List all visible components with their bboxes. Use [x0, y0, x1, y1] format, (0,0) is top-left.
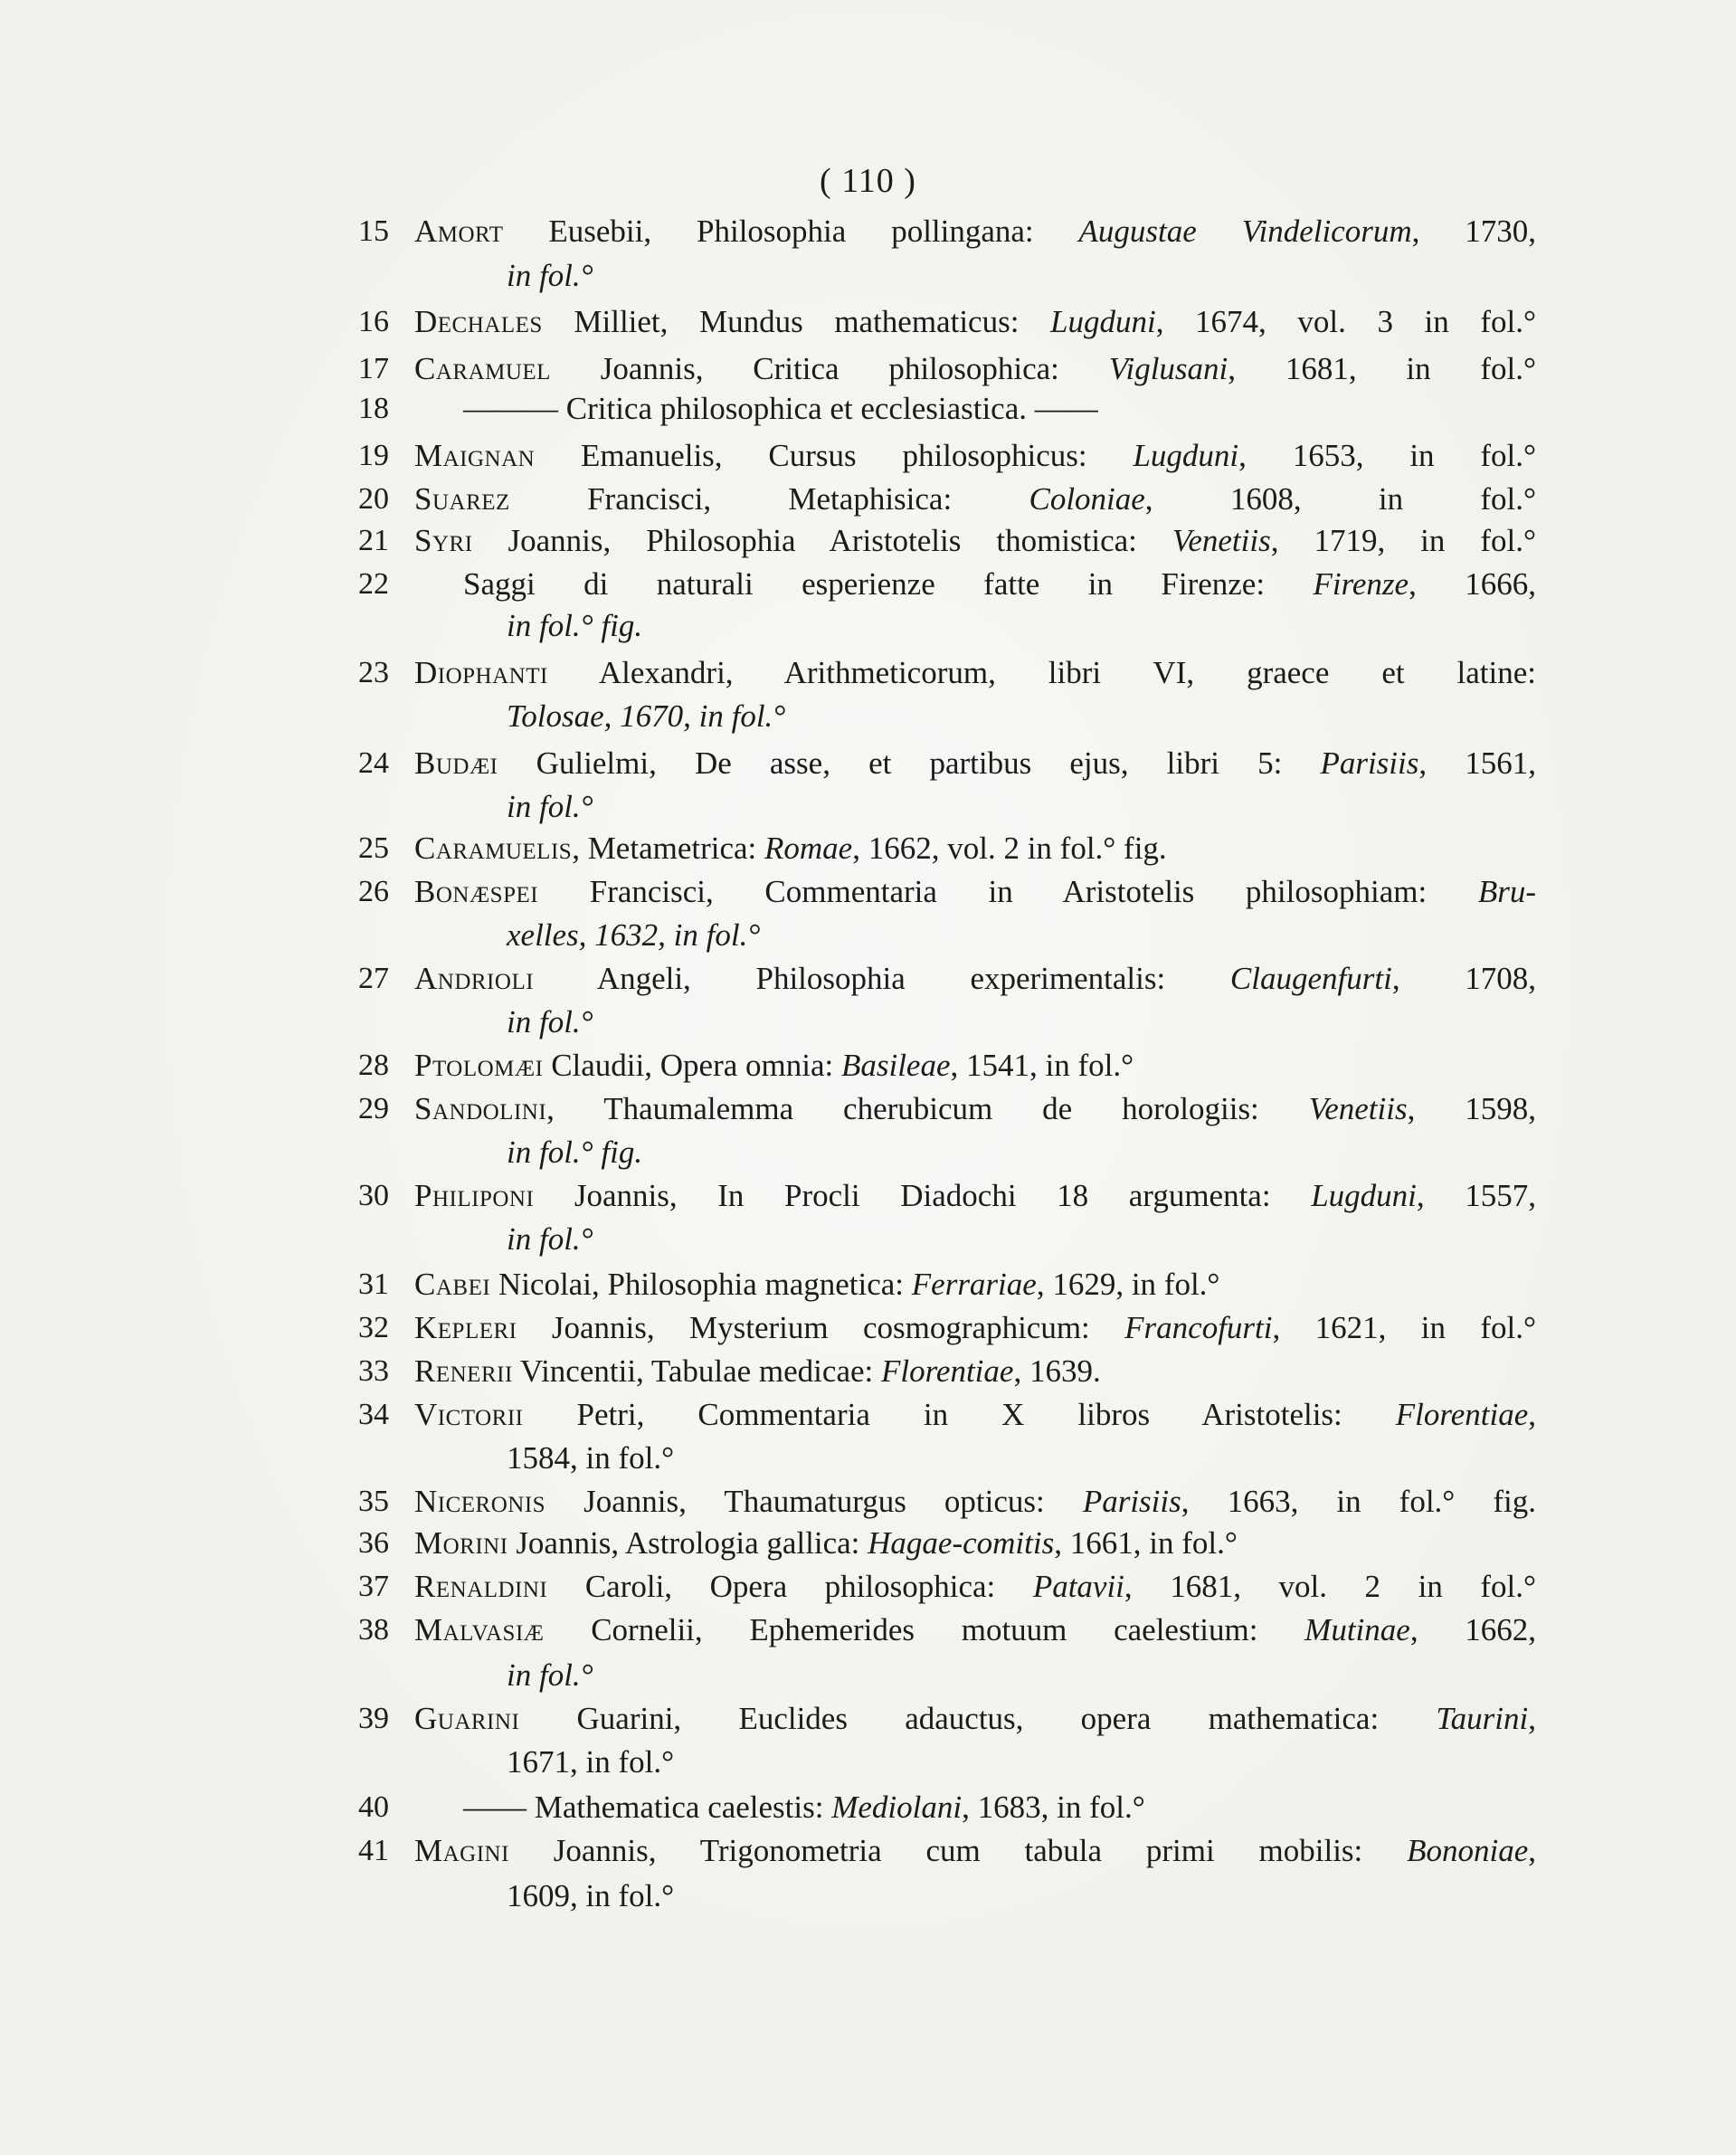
entry-imprint: , 1629, in fol.° — [1036, 1267, 1220, 1302]
entry-number: 33 — [358, 1354, 389, 1388]
entry-title: Gulielmi, De asse, et partibus ejus, libri 5: — [498, 745, 1321, 781]
entry-place: Patavii — [1032, 1569, 1124, 1604]
entry-continuation: in fol.° — [507, 258, 593, 293]
entry-author: Magini — [414, 1833, 509, 1868]
entry-number: 29 — [358, 1092, 389, 1125]
entry-title: Joannis, Thaumaturgus opticus: — [545, 1484, 1083, 1519]
entry-title: Nicolai, Philosophia magnetica: — [490, 1267, 912, 1302]
entry-place: Claugenfurti — [1229, 961, 1392, 996]
entry-imprint: , 1683, in fol.° — [962, 1790, 1145, 1825]
entry-number: 23 — [358, 656, 389, 689]
entry-continuation: in fol.° fig. — [507, 1134, 643, 1170]
entry-line — [414, 745, 1536, 782]
entry-author: Renaldini — [414, 1569, 548, 1604]
entry-line — [414, 1178, 1536, 1214]
entry-line — [414, 481, 1536, 517]
entry-place: Lugduni — [1050, 304, 1156, 339]
entry-author: Kepleri — [414, 1310, 517, 1345]
entry-place: Basileae — [840, 1048, 951, 1083]
entry-title: Claudii, Opera omnia: — [543, 1048, 841, 1083]
entry-author: Maignan — [414, 438, 536, 473]
entry-line — [414, 523, 1536, 559]
entry-line — [414, 1484, 1536, 1520]
entry-place: Parisiis — [1082, 1484, 1181, 1519]
entry-continuation: in fol.° — [507, 1221, 593, 1257]
entry-author: Guarini — [414, 1701, 520, 1736]
entry-title: Caroli, Opera philosophica: — [547, 1569, 1033, 1604]
entry-imprint: , 1661, in fol.° — [1054, 1525, 1238, 1561]
entry-title: Vincentii, Tabulae medicae: — [512, 1353, 881, 1389]
page-number: ( 110 ) — [820, 162, 916, 200]
entry-title: ——— Critica philosophica et ecclesiastica. —— — [463, 391, 1098, 426]
entry-number: 37 — [358, 1570, 389, 1603]
entry-imprint: , 1598, — [1407, 1091, 1536, 1126]
entry-place: Parisiis — [1320, 745, 1419, 781]
entry-imprint: , 1608, in fol.° — [1144, 481, 1536, 517]
entry-line — [414, 1569, 1536, 1605]
entry-number: 31 — [358, 1267, 389, 1301]
entry-number: 22 — [358, 567, 389, 601]
entry-author: Andrioli — [414, 961, 535, 996]
entry-imprint: , 1621, in fol.° — [1272, 1310, 1536, 1345]
entry-imprint: , 1663, in fol.° fig. — [1181, 1484, 1536, 1519]
entry-place: Augustae Vindelicorum — [1078, 214, 1412, 249]
entry-continuation: xelles, 1632, in fol.° — [507, 917, 761, 953]
entry-place: Florentiae — [1395, 1397, 1529, 1432]
entry-continuation: in fol.° fig. — [507, 608, 643, 643]
entry-line — [414, 214, 1536, 250]
entry-imprint: , 1708, — [1391, 961, 1536, 996]
entry-imprint: , 1681, in fol.° — [1228, 351, 1537, 386]
entry-line — [414, 1353, 1536, 1390]
entry-place: Firenze — [1313, 566, 1409, 602]
entry-imprint: , 1666, — [1409, 566, 1537, 602]
entry-author: Suarez — [414, 481, 510, 517]
entry-place: Lugduni — [1133, 438, 1239, 473]
entry-imprint: , 1557, — [1416, 1178, 1537, 1213]
entry-number: 16 — [358, 305, 389, 338]
entry-line — [414, 655, 1536, 691]
entry-continuation: in fol.° — [507, 1004, 593, 1040]
entry-title: Guarini, Euclides adauctus, opera mathematica: — [519, 1701, 1437, 1736]
entry-author: Caramuelis — [414, 831, 573, 866]
entry-number: 15 — [358, 214, 389, 248]
entry-author: Syri — [414, 523, 473, 558]
entry-author: Morini — [414, 1525, 508, 1561]
entry-continuation: 1584, in fol.° — [507, 1440, 675, 1476]
entry-title: Alexandri, Arithmeticorum, libri VI, graece et latine: — [547, 655, 1536, 690]
entry-author: Dechales — [414, 304, 543, 339]
entry-author: Cabei — [414, 1267, 491, 1302]
entry-continuation: Tolosae, 1670, in fol.° — [507, 698, 786, 734]
entry-line — [414, 438, 1536, 474]
entry-number: 36 — [358, 1526, 389, 1560]
entry-line — [414, 1833, 1536, 1869]
entry-line — [414, 351, 1536, 387]
entry-author: Diophanti — [414, 655, 548, 690]
entry-place: Taurini — [1436, 1701, 1529, 1736]
entry-line — [463, 1790, 1585, 1826]
entry-line — [414, 304, 1536, 340]
entry-imprint: , — [1528, 1397, 1536, 1432]
entry-continuation: in fol.° — [507, 1657, 593, 1693]
entry-number: 39 — [358, 1702, 389, 1735]
entry-place: Mediolani — [831, 1790, 963, 1825]
entry-place: Romae — [764, 831, 853, 866]
entry-number: 34 — [358, 1398, 389, 1431]
entry-place: Coloniae — [1029, 481, 1145, 517]
entry-title: Joannis, In Procli Diadochi 18 argumenta: — [534, 1178, 1312, 1213]
entry-number: 26 — [358, 875, 389, 908]
entry-author: Caramuel — [414, 351, 551, 386]
entry-author: Renerii — [414, 1353, 513, 1389]
entry-title: Angeli, Philosophia experimentalis: — [534, 961, 1230, 996]
entry-line — [463, 566, 1536, 603]
entry-author: Sandolini — [414, 1091, 547, 1126]
entry-imprint: , — [1528, 1833, 1536, 1868]
entry-title: , Thaumalemma cherubicum de horologiis: — [546, 1091, 1309, 1126]
entry-title: , Metametrica: — [572, 831, 765, 866]
entry-line — [414, 1701, 1536, 1737]
entry-line — [414, 1310, 1536, 1346]
entry-title: Joannis, Critica philosophica: — [550, 351, 1109, 386]
entry-author: Niceronis — [414, 1484, 546, 1519]
entry-number: 24 — [358, 746, 389, 780]
entry-author: Ptolomæi — [414, 1048, 544, 1083]
entry-line — [414, 1267, 1536, 1303]
entry-imprint: , 1561, — [1418, 745, 1536, 781]
entry-line — [414, 1525, 1536, 1562]
entry-imprint: , — [1528, 1701, 1536, 1736]
entry-continuation: 1671, in fol.° — [507, 1744, 675, 1780]
entry-continuation: in fol.° — [507, 789, 593, 824]
entry-number: 20 — [358, 482, 389, 516]
entry-imprint: , 1639. — [1013, 1353, 1101, 1389]
entry-place: Viglusani — [1108, 351, 1228, 386]
entry-number: 28 — [358, 1049, 389, 1082]
entry-title: Cornelii, Ephemerides motuum caelestium: — [544, 1612, 1305, 1647]
entry-line — [463, 391, 1585, 427]
entry-author: Malvasiæ — [414, 1612, 545, 1647]
entry-place: Ferrariae — [911, 1267, 1037, 1302]
entry-number: 40 — [358, 1790, 389, 1824]
entry-place: Bru- — [1477, 874, 1536, 909]
entry-number: 21 — [358, 524, 389, 557]
entry-number: 35 — [358, 1485, 389, 1518]
entry-imprint: , 1719, in fol.° — [1270, 523, 1536, 558]
entry-imprint: , 1674, vol. 3 in fol.° — [1155, 304, 1536, 339]
entry-place: Bononiae — [1407, 1833, 1529, 1868]
entry-title: Milliet, Mundus mathematicus: — [542, 304, 1051, 339]
entry-line — [414, 1612, 1536, 1648]
entry-line — [414, 831, 1536, 867]
entry-title: Joannis, Philosophia Aristotelis thomistica: — [472, 523, 1172, 558]
entry-line — [414, 1397, 1536, 1433]
entry-line — [414, 961, 1536, 997]
entry-place: Venetiis — [1308, 1091, 1408, 1126]
entry-imprint: , 1662, vol. 2 in fol.° fig. — [852, 831, 1167, 866]
entry-place: Hagae-comitis — [868, 1525, 1055, 1561]
entry-imprint: , 1730, — [1411, 214, 1536, 249]
entry-title: Eusebii, Philosophia pollingana: — [503, 214, 1079, 249]
entry-author: Philiponi — [414, 1178, 535, 1213]
entry-title: Joannis, Mysterium cosmographicum: — [517, 1310, 1125, 1345]
entry-author: Victorii — [414, 1397, 524, 1432]
entry-continuation: 1609, in fol.° — [507, 1878, 675, 1913]
entry-title: Joannis, Trigonometria cum tabula primi mobilis: — [508, 1833, 1408, 1868]
entry-place: Florentiae — [880, 1353, 1014, 1389]
entry-line — [414, 1091, 1536, 1127]
entry-number: 32 — [358, 1311, 389, 1344]
entry-place: Venetiis — [1172, 523, 1271, 558]
entry-title: Francisci, Metaphisica: — [509, 481, 1029, 517]
entry-number: 17 — [358, 352, 389, 385]
entry-imprint: , 1541, in fol.° — [950, 1048, 1134, 1083]
entry-number: 38 — [358, 1613, 389, 1647]
entry-line — [414, 1048, 1536, 1084]
entry-place: Lugduni — [1311, 1178, 1417, 1213]
entry-title: Petri, Commentaria in X libros Aristotelis: — [523, 1397, 1396, 1432]
entry-title: Francisci, Commentaria in Aristotelis philosophiam: — [538, 874, 1478, 909]
entry-imprint: , 1653, in fol.° — [1238, 438, 1536, 473]
entry-place: Mutinae — [1304, 1612, 1410, 1647]
entry-author: Amort — [414, 214, 504, 249]
entry-number: 30 — [358, 1179, 389, 1212]
entry-imprint: , 1662, — [1409, 1612, 1537, 1647]
entry-title: Emanuelis, Cursus philosophicus: — [535, 438, 1134, 473]
entry-title: —— Mathematica caelestis: — [463, 1790, 832, 1825]
entry-place: Francofurti — [1124, 1310, 1273, 1345]
entry-line — [414, 874, 1536, 910]
entry-number: 27 — [358, 962, 389, 995]
entry-number: 41 — [358, 1834, 389, 1867]
entry-title: Saggi di naturali esperienze fatte in Firenze: — [463, 566, 1314, 602]
entry-author: Budæi — [414, 745, 498, 781]
entry-number: 18 — [358, 392, 389, 425]
entry-title: Joannis, Astrologia gallica: — [508, 1525, 868, 1561]
entry-number: 19 — [358, 439, 389, 472]
entry-number: 25 — [358, 831, 389, 865]
entry-imprint: , 1681, vol. 2 in fol.° — [1124, 1569, 1536, 1604]
entry-author: Bonæspei — [414, 874, 539, 909]
